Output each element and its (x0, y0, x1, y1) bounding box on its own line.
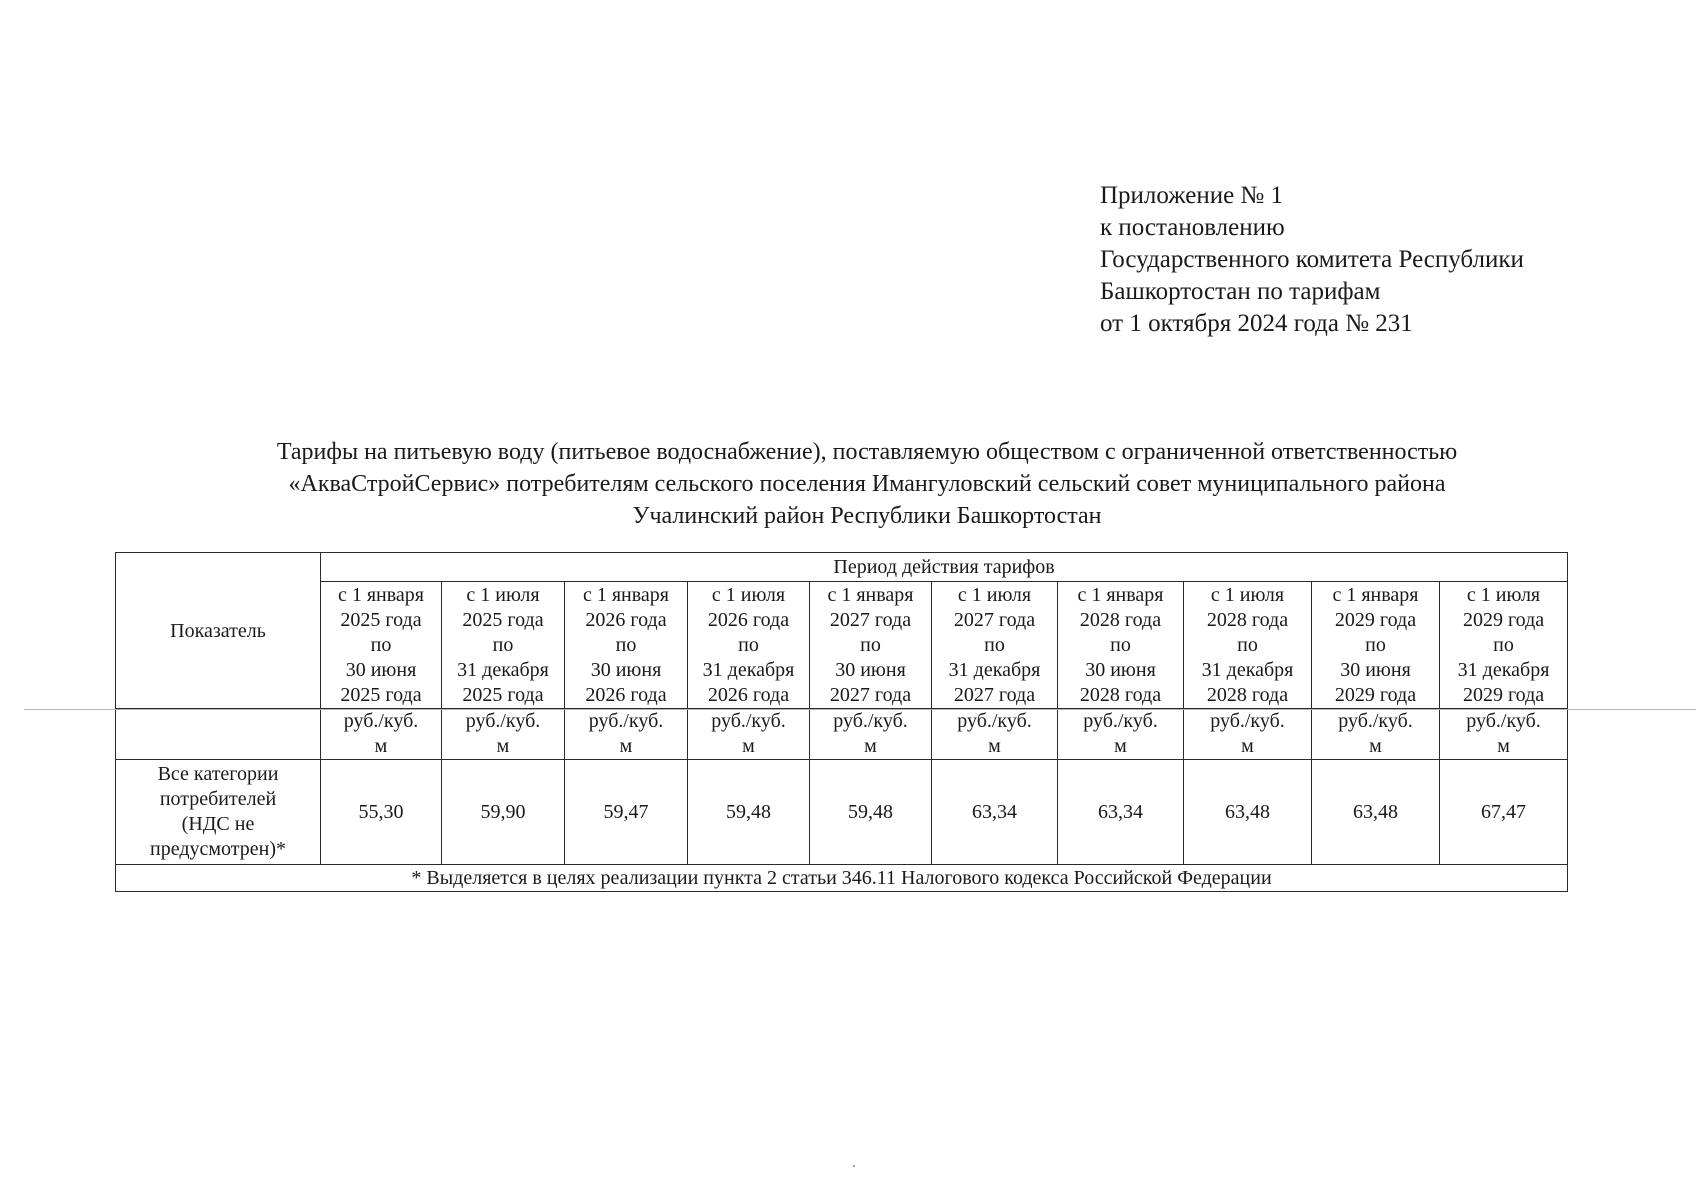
period-cell: с 1 января 2026 года по 30 июня 2026 года (565, 582, 688, 709)
period-cell: с 1 июля 2026 года по 31 декабря 2026 года (688, 582, 810, 709)
period-cell: с 1 января 2025 года по 30 июня 2025 года (321, 582, 442, 709)
unit-cell: руб./куб. м (688, 709, 810, 760)
title-line: Учалинский район Республики Башкортостан (632, 503, 1102, 529)
appendix-block (1100, 180, 1524, 340)
unit-row-label (116, 709, 321, 760)
tariff-value-cell: 63,48 (1312, 760, 1440, 865)
appendix-line: Башкортостан по тарифам (1100, 278, 1381, 305)
tariff-value-cell: 67,47 (1440, 760, 1568, 865)
period-cell: с 1 января 2028 года по 30 июня 2028 года (1058, 582, 1184, 709)
tariff-value-cell: 63,48 (1184, 760, 1312, 865)
scan-artifact-line (24, 709, 1696, 710)
footnote: * Выделяется в целях реализации пункта 2 статьи 346.11 Налогового кодекса Российской Федерации (116, 865, 1568, 892)
footnote-row (116, 865, 1568, 892)
title-line: Тарифы на питьевую воду (питьевое водоснабжение), поставляемую обществом с ограниченной ответственностью (276, 439, 1458, 465)
unit-cell: руб./куб. м (1440, 709, 1568, 760)
appendix-line: к постановлению (1100, 214, 1285, 241)
period-cell: с 1 июля 2029 года по 31 декабря 2029 года (1440, 582, 1568, 709)
appendix-line: от 1 октября 2024 года № 231 (1100, 310, 1413, 337)
period-cell: с 1 июля 2025 года по 31 декабря 2025 года (442, 582, 565, 709)
tariff-value-cell: 55,30 (321, 760, 442, 865)
unit-cell: руб./куб. м (1312, 709, 1440, 760)
tariff-value-cell: 59,47 (565, 760, 688, 865)
unit-cell: руб./куб. м (321, 709, 442, 760)
appendix-line: Государственного комитета Республики (1100, 246, 1524, 273)
unit-row (116, 709, 1568, 760)
period-header-row (116, 553, 1568, 582)
indicator-header: Показатель (116, 553, 321, 709)
tariff-table (115, 552, 1568, 892)
period-row (116, 582, 1568, 709)
tariff-value-cell: 59,90 (442, 760, 565, 865)
period-cell: с 1 июля 2027 года по 31 декабря 2027 года (932, 582, 1058, 709)
category-label: Все категории потребителей (НДС не предусмотрен)* (116, 760, 321, 865)
tariff-value-cell: 59,48 (688, 760, 810, 865)
scan-speck (853, 1165, 855, 1167)
unit-cell: руб./куб. м (810, 709, 932, 760)
title-line: «АкваСтройСервис» потребителям сельского поселения Имангуловский сельский совет муниципального района (288, 471, 1446, 497)
unit-cell: руб./куб. м (565, 709, 688, 760)
tariff-value-cell: 63,34 (932, 760, 1058, 865)
tariff-value-cell: 59,48 (810, 760, 932, 865)
tariff-value-cell: 63,34 (1058, 760, 1184, 865)
period-cell: с 1 января 2029 года по 30 июня 2029 года (1312, 582, 1440, 709)
period-cell: с 1 января 2027 года по 30 июня 2027 года (810, 582, 932, 709)
unit-cell: руб./куб. м (1184, 709, 1312, 760)
unit-cell: руб./куб. м (1058, 709, 1184, 760)
unit-cell: руб./куб. м (932, 709, 1058, 760)
unit-cell: руб./куб. м (442, 709, 565, 760)
document-title (130, 436, 1604, 532)
period-header: Период действия тарифов (321, 553, 1568, 582)
tariff-value-row (116, 760, 1568, 865)
appendix-line: Приложение № 1 (1100, 182, 1284, 209)
period-cell: с 1 июля 2028 года по 31 декабря 2028 года (1184, 582, 1312, 709)
